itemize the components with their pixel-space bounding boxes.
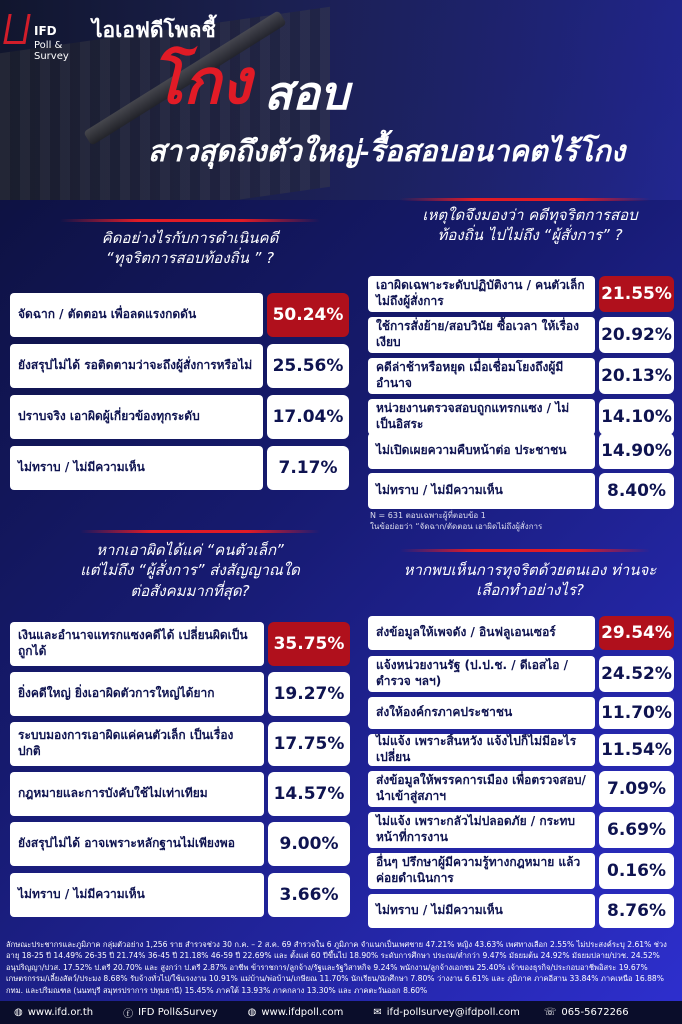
question-4-line-2: เลือกทำอย่างไร?	[476, 581, 584, 600]
row-value: 14.10%	[599, 399, 674, 435]
question-1-line-1: คิดอย่างไรกับการดำเนินคดี	[101, 229, 279, 247]
row-label: ไม่แจ้ง เพราะกลัวไม่ปลอดภัย / กระทบ หน้าที่การงาน	[368, 812, 595, 848]
subtitle: สาวสุดถึงตัวใหญ่-รื้อสอบอนาคตไร้โกง	[148, 136, 626, 168]
note-line-1: N = 631 ตอบเฉพาะผู้ที่ตอบข้อ 1	[370, 511, 486, 520]
row-value: 35.75%	[268, 622, 350, 666]
demographics-footnote: ลักษณะประชากรและภูมิภาค กลุ่มตัวอย่าง 1,256 ราย สำรวจช่วง 30 ก.ค. – 2 ส.ค. 69 สำรวจใน 6 ภูมิภาค จำแนกเป็นเพศชาย 47.21% หญิง 43.63% เพศทางเลือก 2.55% ไม่ประสงค์ระบุ 2.61% ช่วงอายุ 18-25 ปี 14.49% 26-35 ปี 21.74% 36-45 ปี 21.18% 46-59 ปี 22.69% และ ตั้งแต่ 60 ปีขึ้นไป 18.90% ระดับการศึกษา ประถม/ต่ำกว่า 9.47% มัธยมต้น 24.92% มัธยมปลาย/ปวช. 24.52% อนุปริญญา/ปวส. 17.52% ป.ตรี 20.70% และ สูงกว่า ป.ตรี 2.87% อาชีพ ข้าราชการ/ลูกจ้าง/รัฐและรัฐวิสาหกิจ 9.24% พนักงาน/ลูกจ้างเอกชน 25.40% เจ้าของธุรกิจ/ประกอบอาชีพอิสระ 19.67% เกษตรกรรม/เลี้ยงสัตว์/ประมง 8.68% รับจ้างทั่วไป/ใช้แรงงาน 10.91% แม่บ้าน/พ่อบ้าน/เกษียณ 11.70% นักเรียน/นักศึกษา 7.80% ว่างงาน 6.61% และ ภูมิภาค ภาคอีสาน 33.84% ภาคเหนือ 16.88% กทม. และปริมณฑล (นนทบุรี สมุทรปราการ ปทุมธานี) 15.45% ภาคใต้ 13.93% ภาคกลาง 13.30% และ ภาคตะวันออก 8.60%	[6, 940, 667, 995]
row-value: 17.04%	[267, 395, 349, 439]
row-label: คดีล่าช้าหรือหยุด เมื่อเชื่อมโยงถึงผู้มีอำนาจ	[368, 358, 595, 394]
brand-title: ไอเอฟดีโพลชี้	[92, 19, 216, 42]
question-4-line-1: หากพบเห็นการทุจริตด้วยตนเอง ท่านจะ	[403, 561, 657, 579]
table-row	[10, 395, 349, 439]
email-link[interactable]: ifd-pollsurvey@ifdpoll.com	[386, 1007, 520, 1018]
question-3-line-1: หากเอาผิดได้แค่ “คนตัวเล็ก”	[96, 541, 284, 559]
table-row	[10, 293, 349, 337]
row-label: ส่งข้อมูลให้เพจดัง / อินฟลูเอนเซอร์	[368, 616, 595, 650]
row-value: 7.09%	[599, 771, 674, 807]
row-label: ส่งให้องค์กรภาคประชาชน	[368, 697, 595, 729]
logo-text: IFD	[34, 24, 57, 38]
table-row	[10, 344, 349, 388]
ballot-icon	[3, 14, 30, 44]
phone-link[interactable]: 065-5672266	[561, 1007, 629, 1018]
row-value: 20.13%	[599, 358, 674, 394]
table-row	[368, 734, 674, 766]
row-value: 14.90%	[599, 433, 674, 469]
row-value: 25.56%	[267, 344, 349, 388]
table-row	[10, 622, 350, 666]
question-2-divider	[400, 198, 650, 201]
row-label: ยิ่งคดีใหญ่ ยิ่งเอาผิดตัวการใหญ่ได้ยาก	[10, 672, 264, 716]
email-icon: ✉	[373, 1007, 382, 1018]
table-row	[368, 473, 674, 509]
row-label: อื่นๆ ปรึกษาผู้มีความรู้ทางกฎหมาย แล้วค่อยดำเนินการ	[368, 853, 595, 889]
phone-icon: ☏	[543, 1007, 557, 1018]
question-3-divider	[80, 530, 320, 533]
table-row	[368, 812, 674, 848]
row-value: 21.55%	[599, 276, 674, 312]
question-2	[385, 205, 675, 246]
table-row	[368, 276, 674, 312]
row-value: 9.00%	[268, 822, 350, 866]
table-row	[368, 656, 674, 692]
table-row	[368, 616, 674, 650]
section-2-note	[370, 511, 542, 533]
row-value: 11.54%	[599, 734, 674, 766]
question-2-line-2: ท้องถิ่น ไปไม่ถึง “ผู้สั่งการ” ?	[437, 226, 623, 245]
row-value: 7.17%	[267, 446, 349, 490]
row-value: 29.54%	[599, 616, 674, 650]
table-row	[10, 822, 350, 866]
row-value: 19.27%	[268, 672, 350, 716]
row-label: ไม่แจ้ง เพราะสิ้นหวัง แจ้งไปก็ไม่มีอะไรเปลี่ยน	[368, 734, 595, 766]
question-4-divider	[400, 549, 650, 552]
row-label: เอาผิดเฉพาะระดับปฏิบัติงาน / คนตัวเล็ก ไม่ถึงผู้สั่งการ	[368, 276, 595, 312]
row-value: 20.92%	[599, 317, 674, 353]
facebook-link[interactable]: IFD Poll&Survey	[138, 1007, 218, 1018]
globe-icon: ◍	[247, 1007, 257, 1018]
table-row	[368, 697, 674, 729]
facebook-icon: ⓕ	[123, 1009, 134, 1020]
row-value: 8.76%	[599, 894, 674, 928]
row-label: ไม่ทราบ / ไม่มีความเห็น	[368, 473, 595, 509]
table-row	[10, 722, 350, 766]
question-4	[380, 560, 680, 601]
table-row	[10, 672, 350, 716]
row-label: เงินและอำนาจแทรกแซงคดีได้ เปลี่ยนผิดเป็นถูกได้	[10, 622, 264, 666]
table-row	[10, 772, 350, 816]
row-label: แจ้งหน่วยงานรัฐ (ป.ป.ช. / ดีเอสไอ / ตำรวจ ฯลฯ)	[368, 656, 595, 692]
row-label: จัดฉาก / ตัดตอน เพื่อลดแรงกดดัน	[10, 293, 263, 337]
row-label: ไม่เปิดเผยความคืบหน้าต่อ ประชาชน	[368, 433, 595, 469]
table-row	[368, 358, 674, 394]
row-value: 50.24%	[267, 293, 349, 337]
row-label: ไม่ทราบ / ไม่มีความเห็น	[368, 894, 595, 928]
question-3-line-2: แต่ไม่ถึง “ผู้สั่งการ” ส่งสัญญาณใด	[80, 561, 300, 580]
row-value: 3.66%	[268, 873, 350, 917]
row-label: ใช้การสั่งย้าย/สอบวินัย ซื้อเวลา ให้เรื่องเงียบ	[368, 317, 595, 353]
question-3	[30, 540, 350, 601]
table-row	[10, 446, 349, 490]
main-title-red: โกง	[150, 48, 252, 117]
question-1	[40, 228, 340, 269]
globe-icon: ◍	[14, 1007, 23, 1018]
main-title-white: สอบ	[264, 67, 349, 119]
row-label: กฎหมายและการบังคับใช้ไม่เท่าเทียม	[10, 772, 264, 816]
row-value: 17.75%	[268, 722, 350, 766]
table-row	[368, 894, 674, 928]
table-row	[368, 399, 674, 435]
row-value: 14.57%	[268, 772, 350, 816]
row-label: ไม่ทราบ / ไม่มีความเห็น	[10, 446, 263, 490]
row-label: ไม่ทราบ / ไม่มีความเห็น	[10, 873, 264, 917]
table-row	[10, 873, 350, 917]
ifd-logo	[6, 12, 88, 64]
row-value: 0.16%	[599, 853, 674, 889]
table-row	[368, 433, 674, 469]
note-line-2: ในข้อย่อยว่า “จัดฉาก/ตัดตอน เอาผิดไม่ถึงผู้สั่งการ	[370, 521, 543, 531]
row-value: 6.69%	[599, 812, 674, 848]
row-value: 11.70%	[599, 697, 674, 729]
row-label: ยังสรุปไม่ได้ รอติดตามว่าจะถึงผู้สั่งการหรือไม่	[10, 344, 263, 388]
footer-bar	[0, 1001, 682, 1024]
row-label: ระบบมองการเอาผิดแค่คนตัวเล็ก เป็นเรื่องปกติ	[10, 722, 264, 766]
question-3-line-3: ต่อสังคมมากที่สุด?	[130, 581, 250, 600]
poll-site-link[interactable]: www.ifdpoll.com	[261, 1007, 344, 1018]
logo-sub: Poll & Survey	[34, 40, 69, 62]
row-label: ปราบจริง เอาผิดผู้เกี่ยวข้องทุกระดับ	[10, 395, 263, 439]
question-2-line-1: เหตุใดจึงมองว่า คดีทุจริตการสอบ	[422, 206, 638, 224]
question-1-line-2: “ทุจริตการสอบท้องถิ่น ” ?	[105, 249, 275, 268]
table-row	[368, 853, 674, 889]
table-row	[368, 771, 674, 807]
row-value: 8.40%	[599, 473, 674, 509]
row-label: ยังสรุปไม่ได้ อาจเพราะหลักฐานไม่เพียงพอ	[10, 822, 264, 866]
row-label: ส่งข้อมูลให้พรรคการเมือง เพื่อตรวจสอบ/นำเข้าสู่สภาฯ	[368, 771, 595, 807]
row-label: หน่วยงานตรวจสอบถูกแทรกแซง / ไม่เป็นอิสระ	[368, 399, 595, 435]
table-row	[368, 317, 674, 353]
question-1-divider	[60, 219, 320, 222]
row-value: 24.52%	[599, 656, 674, 692]
website-link[interactable]: www.ifd.or.th	[27, 1007, 94, 1018]
